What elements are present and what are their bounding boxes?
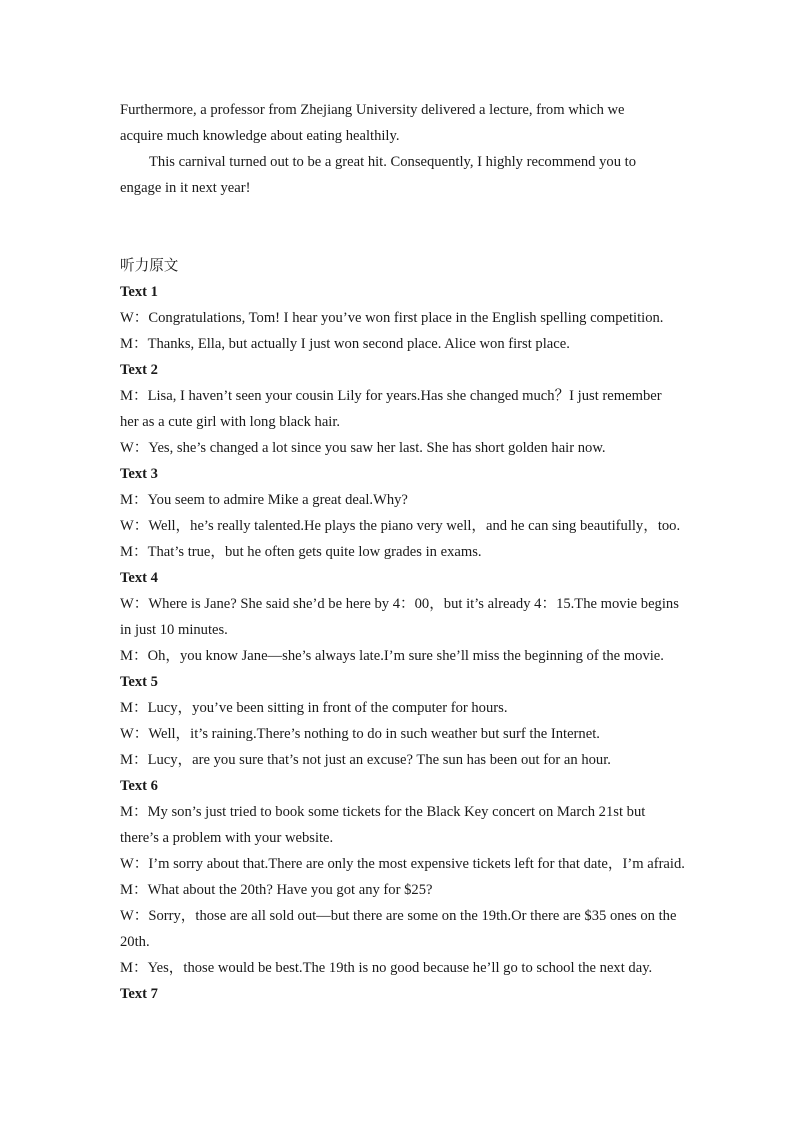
dialogue-line: there’s a problem with your website. bbox=[120, 830, 334, 846]
document-body bbox=[120, 97, 690, 1007]
transcript-text-4 bbox=[120, 565, 690, 669]
dialogue-line: M：Thanks, Ella, but actually I just won second place. Alice won first place. bbox=[120, 336, 570, 352]
text-label: Text 7 bbox=[120, 986, 158, 1002]
dialogue-line: M：Oh，you know Jane—she’s always late.I’m sure she’ll miss the beginning of the movie. bbox=[120, 648, 664, 664]
dialogue-line: M：What about the 20th? Have you got any for $25? bbox=[120, 882, 433, 898]
dialogue-line: W：Well，he’s really talented.He plays the piano very well，and he can sing beautifully，too. bbox=[120, 518, 681, 534]
essay-paragraph-line: This carnival turned out to be a great hit. Consequently, I highly recommend you to bbox=[149, 154, 637, 170]
transcript-text-7 bbox=[120, 981, 690, 1007]
dialogue-line: M：My son’s just tried to book some tickets for the Black Key concert on March 21st but bbox=[120, 804, 646, 820]
dialogue-line: M：Lisa, I haven’t seen your cousin Lily for years.Has she changed much？I just remember bbox=[120, 388, 662, 404]
transcript-text-2 bbox=[120, 357, 690, 461]
essay-paragraph-line: Furthermore, a professor from Zhejiang University delivered a lecture, from which we bbox=[120, 102, 625, 118]
transcript-text-5 bbox=[120, 669, 690, 773]
dialogue-line: in just 10 minutes. bbox=[120, 622, 228, 638]
dialogue-line: W：Yes, she’s changed a lot since you saw her last. She has short golden hair now. bbox=[120, 440, 606, 456]
transcript-text-3 bbox=[120, 461, 690, 565]
dialogue-line: M：Yes，those would be best.The 19th is no good because he’ll go to school the next day. bbox=[120, 960, 653, 976]
text-label: Text 6 bbox=[120, 778, 158, 794]
dialogue-line: 20th. bbox=[120, 934, 150, 950]
text-label: Text 4 bbox=[120, 570, 158, 586]
essay-paragraph-line: engage in it next year! bbox=[120, 180, 251, 196]
dialogue-line: W：Where is Jane? She said she’d be here by 4：00，but it’s already 4：15.The movie begins bbox=[120, 596, 679, 612]
dialogue-line: M：Lucy，you’ve been sitting in front of the computer for hours. bbox=[120, 700, 508, 716]
dialogue-line: M：Lucy，are you sure that’s not just an excuse? The sun has been out for an hour. bbox=[120, 752, 611, 768]
text-label: Text 3 bbox=[120, 466, 158, 482]
dialogue-line: W：I’m sorry about that.There are only the most expensive tickets left for that date，I’m afraid. bbox=[120, 856, 685, 872]
dialogue-line: M：You seem to admire Mike a great deal.Why? bbox=[120, 492, 408, 508]
dialogue-line: W：Congratulations, Tom! I hear you’ve won first place in the English spelling competition. bbox=[120, 310, 664, 326]
essay-paragraph-line: acquire much knowledge about eating healthily. bbox=[120, 128, 400, 144]
text-label: Text 1 bbox=[120, 284, 158, 300]
dialogue-line: W：Sorry，those are all sold out—but there are some on the 19th.Or there are $35 ones on the bbox=[120, 908, 677, 924]
dialogue-line: W：Well，it’s raining.There’s nothing to do in such weather but surf the Internet. bbox=[120, 726, 600, 742]
text-label: Text 5 bbox=[120, 674, 158, 690]
text-label: Text 2 bbox=[120, 362, 158, 378]
dialogue-line: her as a cute girl with long black hair. bbox=[120, 414, 341, 430]
section-title: 听力原文 bbox=[120, 258, 179, 274]
transcript-text-1 bbox=[120, 279, 690, 357]
dialogue-line: M：That’s true，but he often gets quite low grades in exams. bbox=[120, 544, 482, 560]
transcript-text-6 bbox=[120, 773, 690, 981]
